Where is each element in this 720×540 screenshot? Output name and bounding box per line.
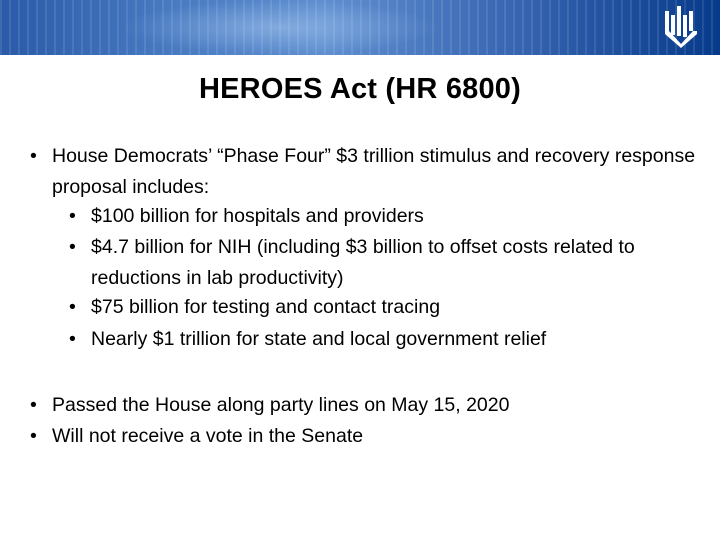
bullet-text: Will not receive a vote in the Senate	[52, 425, 364, 447]
bullet-item	[30, 141, 702, 203]
bullet-text: Passed the House along party lines on May 15, 2020	[52, 394, 510, 416]
bullet-text: $100 billion for hospitals and providers	[91, 205, 424, 227]
bullet-dot: •	[30, 425, 37, 447]
bullet-dot: •	[69, 328, 76, 350]
bullet-dot: •	[30, 394, 37, 416]
slide-title: HEROES Act (HR 6800)	[198, 73, 521, 105]
sub-bullet-item	[69, 324, 711, 355]
sub-bullet-item	[69, 292, 711, 323]
bullet-text: $4.7 billion for NIH (including $3 billion to offset costs related to reductions in lab productivity)	[91, 236, 635, 289]
bullet-dot: •	[69, 205, 76, 227]
bullet-text: Nearly $1 trillion for state and local government relief	[91, 328, 547, 350]
bullet-item	[30, 390, 702, 421]
bullet-dot: •	[30, 145, 37, 167]
bullet-dot: •	[69, 236, 76, 258]
sub-bullet-item	[69, 232, 711, 294]
bullet-text: House Democrats’ “Phase Four” $3 trillion stimulus and recovery response proposal includes:	[52, 145, 696, 198]
bullet-dot: •	[69, 296, 76, 318]
bullet-text: $75 billion for testing and contact tracing	[91, 296, 441, 318]
sub-bullet-item	[69, 201, 711, 232]
bullet-item	[30, 421, 702, 452]
